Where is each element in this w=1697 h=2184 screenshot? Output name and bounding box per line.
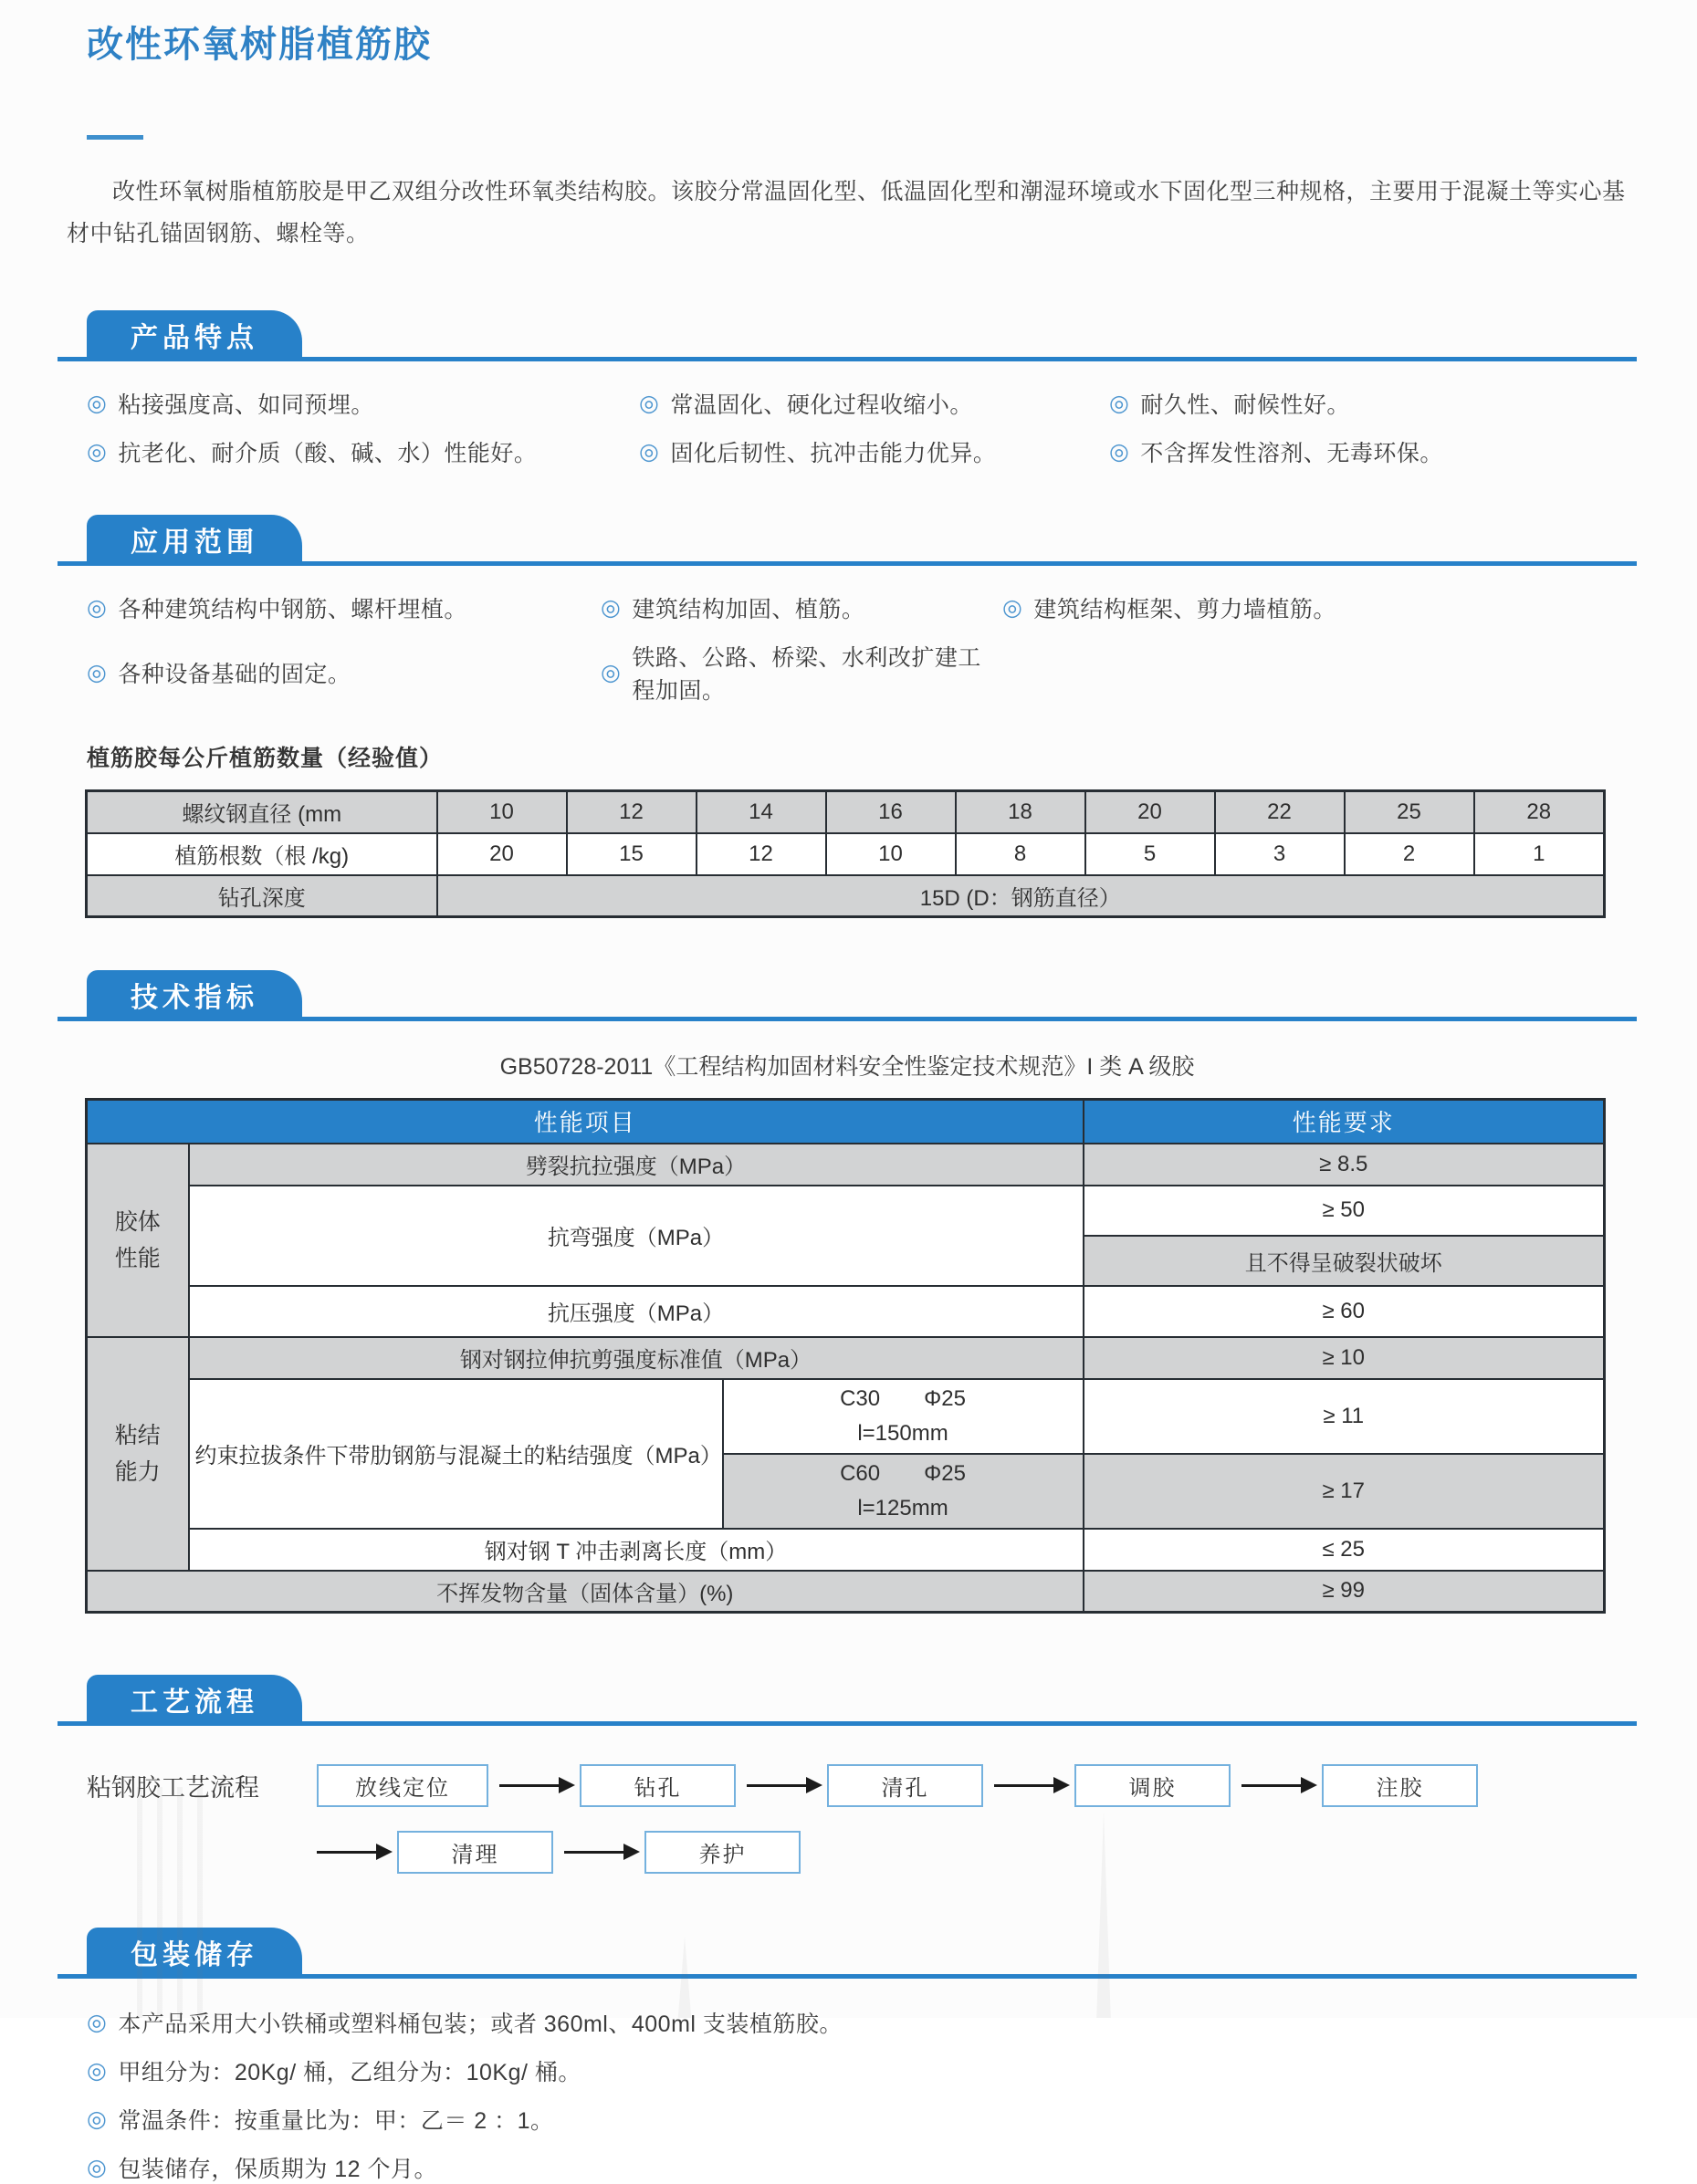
section-tech <box>58 966 1637 1614</box>
tech-standard-line: GB50728-2011《工程结构加固材料安全性鉴定技术规范》I 类 A 级胶 <box>499 1054 1195 1080</box>
req-cell: ≥ 99 <box>1084 1571 1605 1613</box>
list-item-text: 固化后韧性、抗冲击能力优异。 <box>670 441 997 466</box>
condition-cell <box>723 1379 1084 1454</box>
table-row-diameter <box>87 791 1605 833</box>
flow-step: 放线定位 <box>317 1764 488 1807</box>
flow-step: 调胶 <box>1074 1764 1231 1807</box>
item-cell: 约束拉拔条件下带肋钢筋与混凝土的粘结强度（MPa） <box>189 1379 723 1529</box>
group-cell-bonding <box>87 1337 189 1571</box>
section-title: 产品特点 <box>131 323 258 353</box>
cell: 15 <box>567 833 697 875</box>
table-row <box>87 1337 1605 1379</box>
cell: 5 <box>1085 833 1215 875</box>
flow-subtitle: 粘钢胶工艺流程 <box>87 1774 259 1802</box>
list-item <box>87 387 639 420</box>
column-header-item: 性能项目 <box>87 1100 1084 1144</box>
arrow-right-icon <box>1241 1784 1302 1787</box>
section-title: 包装储存 <box>131 1940 258 1970</box>
group-label-line: 胶体 <box>114 1208 161 1235</box>
item-cell: 钢对钢拉伸抗剪强度标准值（MPa） <box>189 1337 1084 1379</box>
bullseye-icon: ◎ <box>87 594 108 621</box>
bullseye-icon: ◎ <box>87 2154 108 2180</box>
group-label-line: 粘结 <box>114 1422 161 1448</box>
cell: 14 <box>697 791 826 833</box>
section-underline-bar <box>58 1017 1637 1021</box>
table-row <box>87 1144 1605 1186</box>
req-cell: 且不得呈破裂状破坏 <box>1084 1236 1605 1286</box>
bullseye-icon: ◎ <box>601 659 622 685</box>
list-item <box>87 640 601 705</box>
cell: 20 <box>437 833 567 875</box>
arrow-right-icon <box>317 1851 377 1854</box>
row-label: 植筋根数（根 /kg) <box>87 833 437 875</box>
table-row-count <box>87 833 1605 875</box>
section-underline-bar <box>58 1721 1637 1726</box>
list-item <box>87 2006 1637 2039</box>
row-label: 螺纹钢直径 (mm <box>87 791 437 833</box>
table-row <box>87 1529 1605 1571</box>
section-header <box>58 1923 1637 1979</box>
page-title: 改性环氧树脂植筋胶 <box>87 25 432 65</box>
cell: 22 <box>1215 791 1345 833</box>
flow-row-2 <box>317 1831 1637 1874</box>
cell: 20 <box>1085 791 1215 833</box>
list-item-text: 不含挥发性溶剂、无毒环保。 <box>1140 441 1443 466</box>
table-row <box>87 1286 1605 1337</box>
section-underline-bar <box>58 1974 1637 1979</box>
intro-paragraph: 改性环氧树脂植筋胶是甲乙双组分改性环氧类结构胶。该胶分常温固化型、低温固化型和潮湿环境或水下固化型三种规格，主要用于混凝土等实心基材中钻孔锚固钢筋、螺栓等。 <box>67 179 1626 246</box>
condition-cell <box>723 1454 1084 1529</box>
title-underline-dash <box>87 135 143 140</box>
bullseye-icon: ◎ <box>1109 390 1130 416</box>
bullseye-icon: ◎ <box>87 2106 108 2132</box>
bullseye-icon: ◎ <box>639 390 660 416</box>
column-header-req: 性能要求 <box>1084 1100 1605 1144</box>
section-title: 工艺流程 <box>131 1688 258 1718</box>
list-item-text: 常温条件：按重量比为：甲：乙＝ 2 ：1。 <box>118 2108 554 2134</box>
group-cell-adhesive <box>87 1144 189 1337</box>
cell: 25 <box>1345 791 1474 833</box>
row-label: 钻孔深度 <box>87 875 437 917</box>
flow-row-1 <box>58 1764 1637 1807</box>
condition-line: C60 Φ25 <box>840 1460 966 1486</box>
bullseye-icon: ◎ <box>87 438 108 465</box>
cell: 10 <box>826 833 956 875</box>
list-item <box>601 591 1002 624</box>
cell: 2 <box>1345 833 1474 875</box>
section-tab-features <box>87 310 302 361</box>
list-item-text: 建筑结构框架、剪力墙植筋。 <box>1033 597 1336 622</box>
bullseye-icon: ◎ <box>601 594 622 621</box>
list-item <box>1109 435 1637 468</box>
item-cell: 劈裂抗拉强度（MPa） <box>189 1144 1084 1186</box>
list-item <box>639 435 1109 468</box>
cell: 16 <box>826 791 956 833</box>
cell: 10 <box>437 791 567 833</box>
section-packaging <box>58 1923 1637 2184</box>
list-item <box>601 640 1002 705</box>
item-cell: 钢对钢 T 冲击剥离长度（mm） <box>189 1529 1084 1571</box>
list-item <box>87 2054 1637 2087</box>
table-row <box>87 1571 1605 1613</box>
arrow-right-icon <box>564 1851 624 1854</box>
cell: 1 <box>1474 833 1605 875</box>
req-cell: ≥ 17 <box>1084 1454 1605 1529</box>
flow-step: 注胶 <box>1322 1764 1478 1807</box>
req-cell: ≥ 11 <box>1084 1379 1605 1454</box>
bullseye-icon: ◎ <box>639 438 660 465</box>
arrow-right-icon <box>499 1784 560 1787</box>
list-item-text: 抗老化、耐介质（酸、碱、水）性能好。 <box>118 441 538 466</box>
arrow-right-icon <box>994 1784 1054 1787</box>
section-tab-process <box>87 1675 302 1726</box>
bullseye-icon: ◎ <box>87 390 108 416</box>
list-item <box>1002 591 1637 624</box>
bullseye-icon: ◎ <box>87 659 108 685</box>
cell-depth-value: 15D (D：钢筋直径） <box>437 875 1605 917</box>
cell: 8 <box>956 833 1085 875</box>
bullseye-icon: ◎ <box>87 2057 108 2084</box>
rebar-table-caption: 植筋胶每公斤植筋数量（经验值） <box>87 746 444 771</box>
cell: 3 <box>1215 833 1345 875</box>
arrow-right-icon <box>747 1784 807 1787</box>
req-cell: ≥ 60 <box>1084 1286 1605 1337</box>
list-item <box>87 2151 1637 2184</box>
req-cell: ≤ 25 <box>1084 1529 1605 1571</box>
list-item-text: 各种建筑结构中钢筋、螺杆埋植。 <box>118 597 467 622</box>
condition-line: l=125mm <box>857 1495 948 1520</box>
section-header <box>58 966 1637 1021</box>
section-header <box>58 1670 1637 1726</box>
tech-spec-table <box>85 1098 1606 1614</box>
list-item-text: 各种设备基础的固定。 <box>118 662 351 687</box>
flow-step: 清理 <box>397 1831 553 1874</box>
condition-line: l=150mm <box>857 1420 948 1446</box>
group-label-line: 能力 <box>114 1458 161 1485</box>
section-underline-bar <box>58 561 1637 566</box>
flow-step: 养护 <box>644 1831 801 1874</box>
list-item-text: 建筑结构加固、植筋。 <box>632 597 865 622</box>
cell: 18 <box>956 791 1085 833</box>
cell: 12 <box>697 833 826 875</box>
list-item <box>87 2103 1637 2136</box>
flow-step: 钻孔 <box>580 1764 736 1807</box>
list-item-text: 铁路、公路、桥梁、水利改扩建工程加固。 <box>632 645 981 704</box>
table-row <box>87 1379 1605 1454</box>
list-item-text: 耐久性、耐候性好。 <box>1140 392 1350 418</box>
condition-line: C30 Φ25 <box>840 1385 966 1411</box>
section-features <box>58 306 1637 468</box>
req-cell: ≥ 50 <box>1084 1186 1605 1236</box>
flow-step: 清孔 <box>827 1764 983 1807</box>
list-item-text: 甲组分为：20Kg/ 桶，乙组分为：10Kg/ 桶。 <box>118 2060 581 2085</box>
list-item <box>87 435 639 468</box>
item-cell: 抗压强度（MPa） <box>189 1286 1084 1337</box>
cell: 28 <box>1474 791 1605 833</box>
packaging-list <box>87 2006 1637 2184</box>
item-cell: 不挥发物含量（固体含量）(%) <box>87 1571 1084 1613</box>
section-applications <box>58 510 1637 705</box>
list-item-text: 包装储存，保质期为 12 个月。 <box>118 2157 438 2182</box>
bullseye-icon: ◎ <box>1109 438 1130 465</box>
list-item <box>87 591 601 624</box>
section-header <box>58 510 1637 566</box>
list-item <box>1109 387 1637 420</box>
rebar-count-table <box>85 789 1606 918</box>
list-item-text: 粘接强度高、如同预埋。 <box>118 392 374 418</box>
req-cell: ≥ 8.5 <box>1084 1144 1605 1186</box>
section-process <box>58 1670 1637 1874</box>
list-item <box>639 387 1109 420</box>
section-title: 应用范围 <box>131 528 258 558</box>
table-row-depth <box>87 875 1605 917</box>
bullseye-icon: ◎ <box>87 2009 108 2035</box>
section-underline-bar <box>58 357 1637 361</box>
list-item-text: 常温固化、硬化过程收缩小。 <box>670 392 973 418</box>
group-label-line: 性能 <box>114 1245 161 1271</box>
features-list <box>87 387 1637 468</box>
cell: 12 <box>567 791 697 833</box>
section-tab-tech <box>87 970 302 1021</box>
table-header-row <box>87 1100 1605 1144</box>
section-title: 技术指标 <box>131 983 258 1013</box>
section-tab-packaging <box>87 1928 302 1979</box>
table-row <box>87 1186 1605 1236</box>
applications-list <box>87 591 1637 705</box>
req-cell: ≥ 10 <box>1084 1337 1605 1379</box>
section-header <box>58 306 1637 361</box>
item-cell: 抗弯强度（MPa） <box>189 1186 1084 1286</box>
list-item-text: 本产品采用大小铁桶或塑料桶包装；或者 360ml、400ml 支装植筋胶。 <box>118 2012 843 2037</box>
section-tab-applications <box>87 515 302 566</box>
bullseye-icon: ◎ <box>1002 594 1023 621</box>
